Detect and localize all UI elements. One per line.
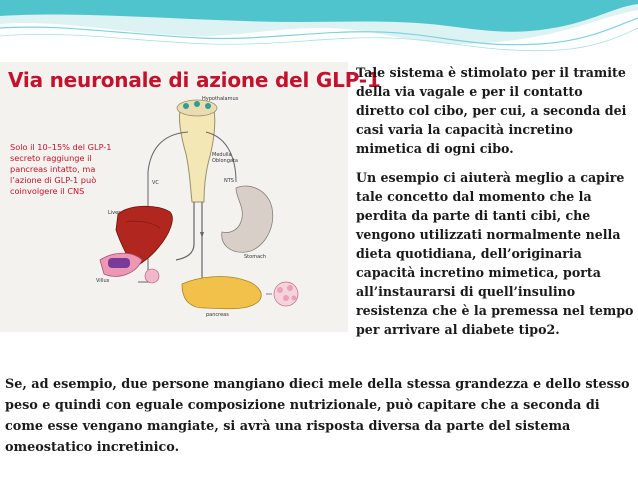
islet-cluster — [274, 282, 298, 306]
label-nts: NTS — [224, 178, 234, 184]
stomach-organ — [222, 186, 273, 252]
pathway-diagram — [0, 62, 348, 332]
label-villus: Villus — [96, 278, 110, 284]
label-medulla: Medulla Oblongata — [212, 152, 238, 164]
label-hypothalamus: Hypothalamus — [202, 96, 239, 102]
right-paragraph-2: Un esempio ci aiuterà meglio a capire tale concetto dal momento che la perdita da parte di tanti cibi, che vengono utilizzati normalmente nella dieta quotidiana, dell’originaria capacità incretino mimetica, porta all’instaurarsi di quell’insulino resistenza che è la premessa nel tempo per arrivare al diabete tipo2. — [356, 170, 634, 337]
label-vagal-nerve: VC — [152, 180, 159, 186]
pancreas-organ — [182, 277, 261, 309]
glp1-pathway-figure — [0, 62, 381, 332]
label-stomach: Stomach — [244, 254, 267, 260]
brain-stem — [179, 110, 214, 202]
figure-caption: Solo il 10–15% del GLP-1 secreto raggiunge il pancreas intatto, ma l’azione di GLP-1 può coinvolgere il CNS — [10, 142, 112, 196]
label-pancreas: pancreas — [206, 312, 229, 318]
bottom-paragraph: Se, ad esempio, due persone mangiano dieci mele della stessa grandezza e dello stesso peso e quindi con eguale composizione nutrizionale, può capitare che a seconda di come esse vengano mangiate, si avrà una risposta diversa da parte del sistema omeostatico incretinico. — [5, 377, 630, 455]
label-liver: Liver — [108, 210, 121, 216]
right-text-column — [356, 63, 634, 339]
figure-title: Via neuronale di azione del GLP-1 — [8, 68, 381, 92]
top-wave-decoration — [0, 0, 638, 60]
right-paragraph-1: Tale sistema è stimolato per il tramite della via vagale e per il contatto diretto col cibo, per cui, a seconda dei casi varia la capacità incretino mimetica di ogni cibo. — [356, 65, 627, 156]
